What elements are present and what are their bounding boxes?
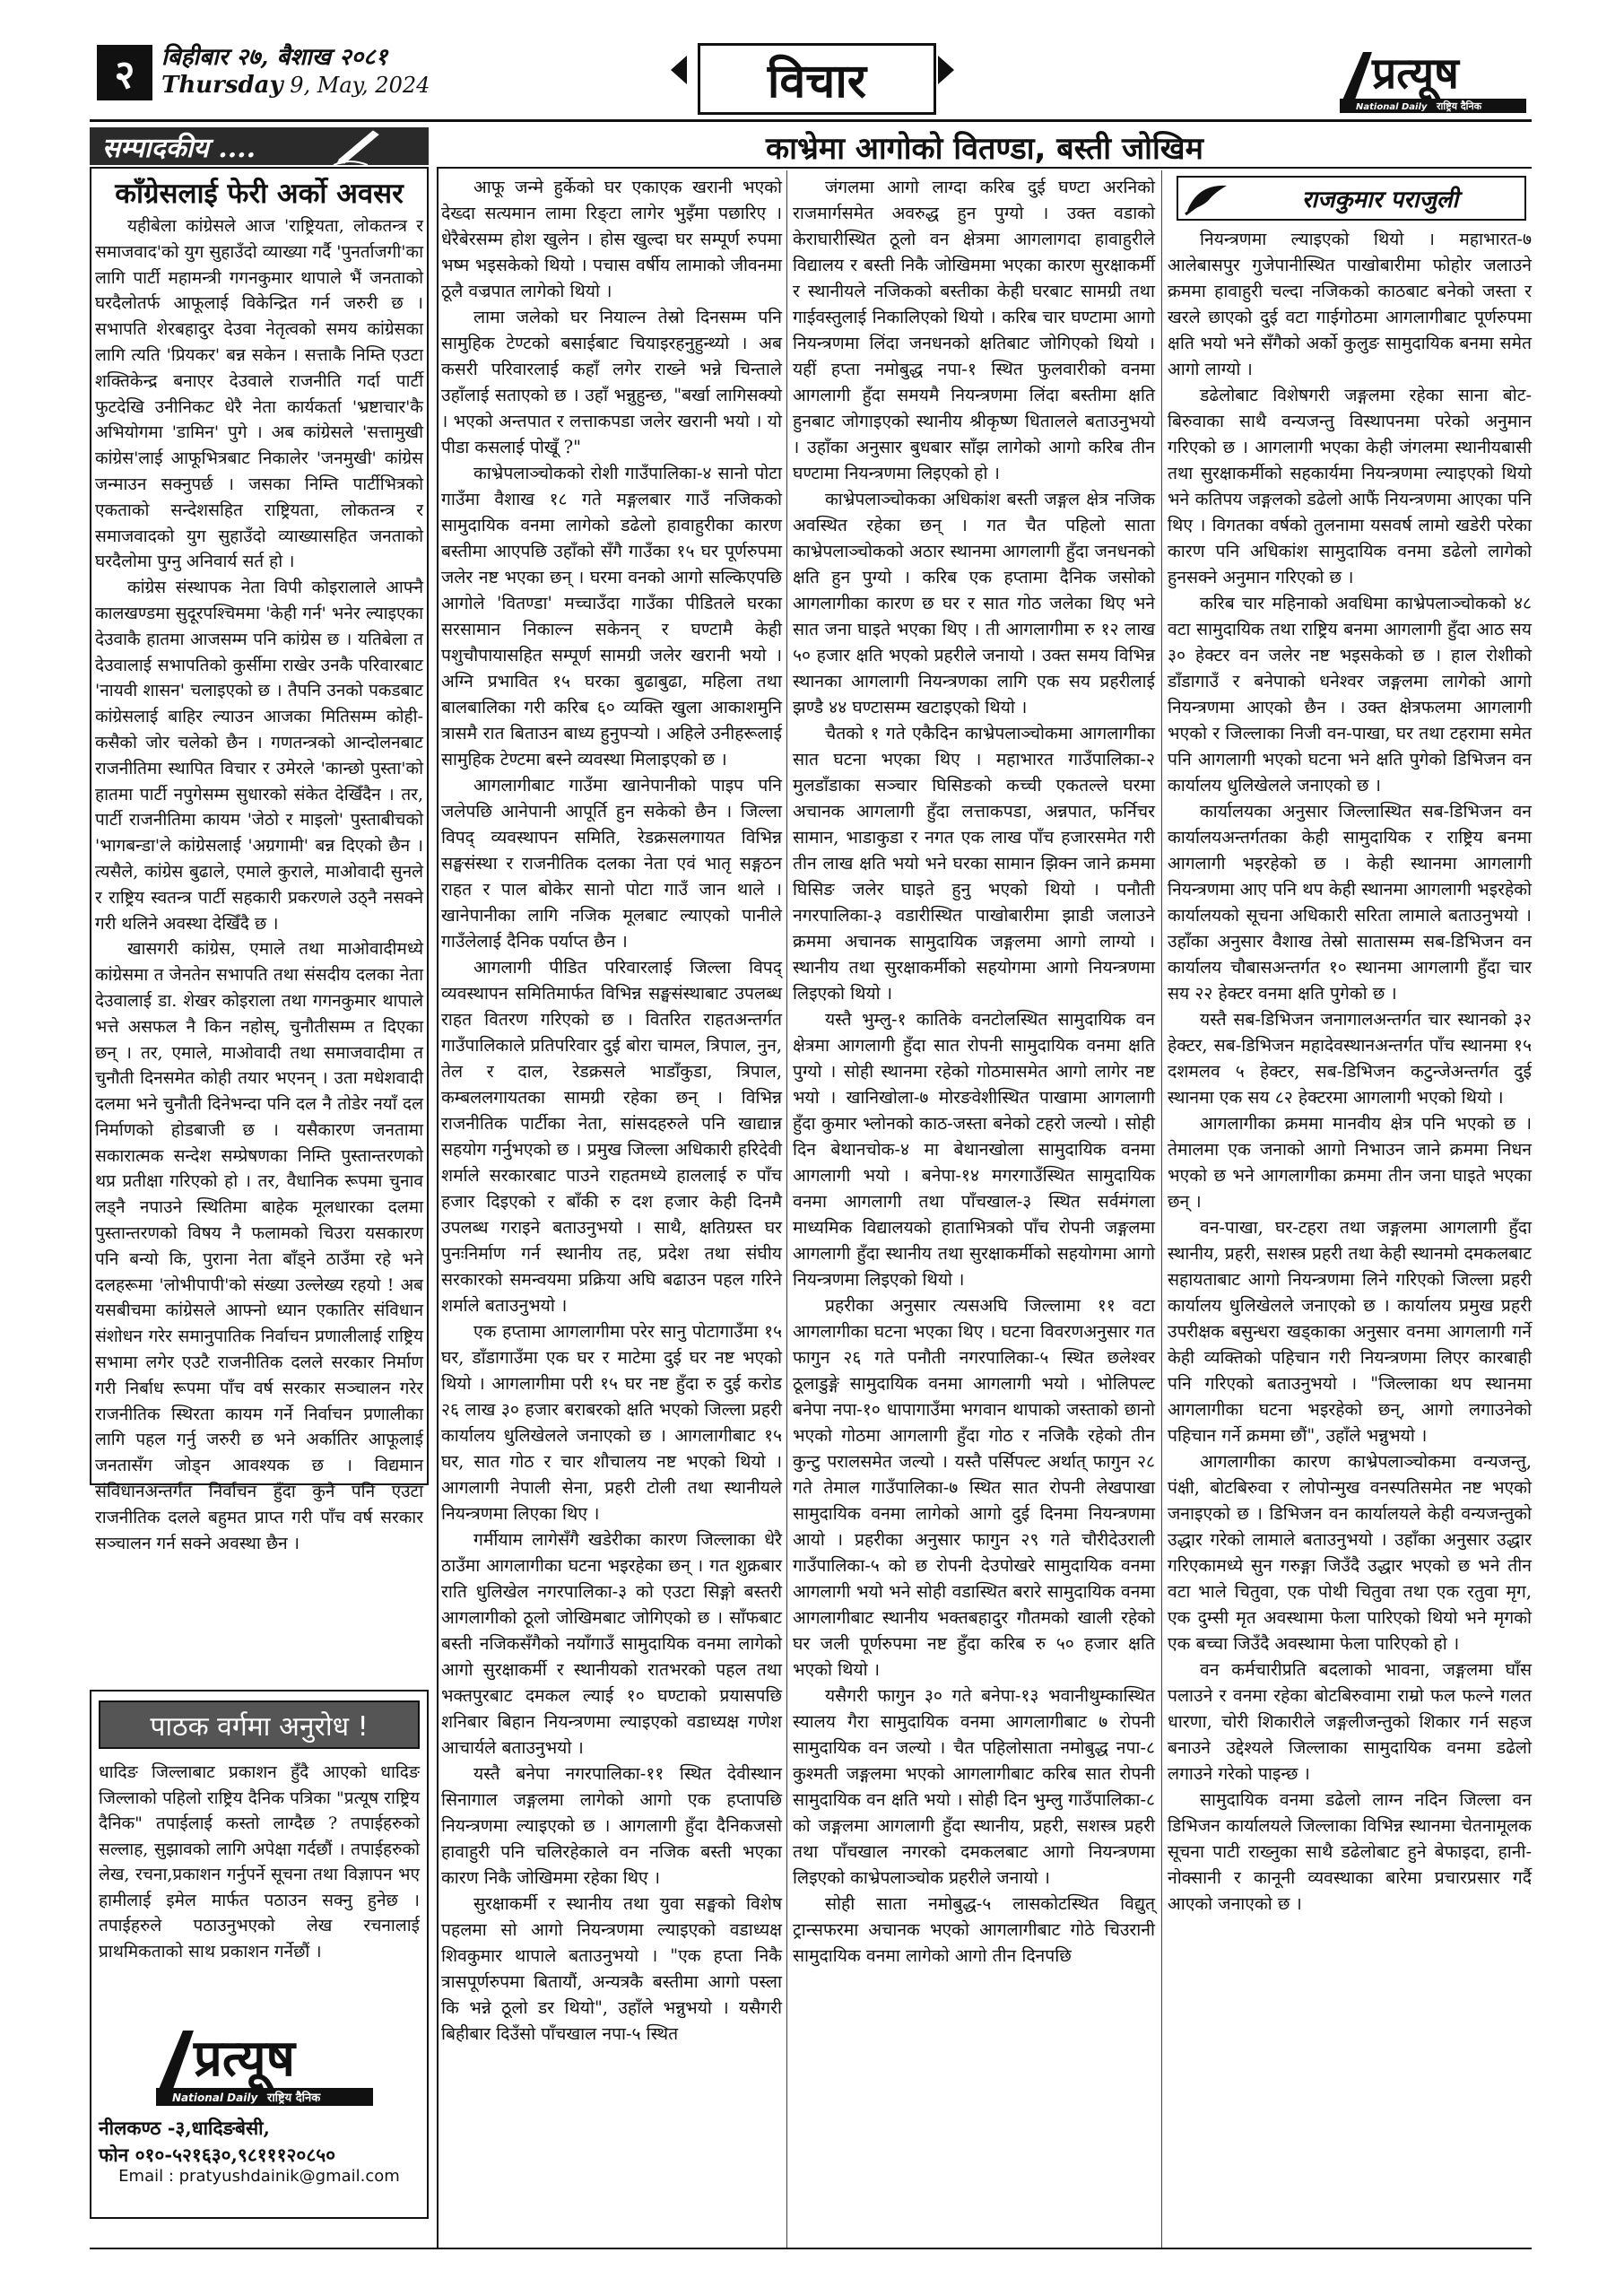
quill-icon xyxy=(1178,178,1236,219)
editorial-paragraph: खासगरी कांग्रेस, एमाले तथा माओवादीमध्ये कांग्रेसमा त जेनतेन सभापति तथा संसदीय दलका नेता देउवालाई डा. शेखर कोइराला तथा गगनकुमार थापाले भत्ते असफल नै किन नहोस्, चुनौतीसम्म त दिएका छन् । तर, एमाले, माओवादी तथा समाजवादीमा त चुनौती दिनसमेत कोही तयार भएनन् । उता मधेशवादी दलमा भने चुनौती दिनेभन्दा पनि दल नै तोडेर नयाँ दल निर्माणको होडबाजी छ । यसैकारण जनतामा सकारात्मक सन्देश सम्प्रेषणका निम्ति पुस्तान्तरणको थप्र प्रतीक्षा गरिएको हो । तर, वैधानिक रूपमा चुनाव लड्नै नपाउने स्थितिमा बाहेक मूलधारका दलमा पुस्तान्तरणको विषय नै फलामको चिउरा यसकारण पनि बन्यो कि, पुराना नेता बाँड्ने ठाउँमा रहे भने दलहरूमा 'लोभीपापी'को संख्या उल्लेख्य रहयो ! अब यसबीचमा कांग्रेसले आफ्नो ध्यान एकातिर संविधान संशोधन गरेर समानुपातिक निर्वाचन प्रणालीलाई राष्ट्रिय सभामा लगेर एउटै राजनीतिक दलले सरकार निर्माण गरी निर्बाध रूपमा पाँच वर्ष सरकार सञ्चालन गरेर राजनीतिक स्थिरता कायम गर्ने निर्वाचन प्रणालीका लागि पहल गर्नु जरुरी छ भने अर्कातिर आफूलाई जनतासँग जोड्न आवश्यक छ । विद्यमान संविधानअन्तर्गत निर्वाचन हुँदा कुनै पनि एउटा राजनीतिक दलले बहुमत प्राप्त गरी पाँच वर्ष सरकार सञ्चालन गर्न सक्ने अवस्था छैन । xyxy=(95,939,423,1553)
article-paragraph: यस्तै भुम्लु-१ कातिके वनटोलस्थित सामुदायिक वन क्षेत्रमा आगलागी हुँदा सात रोपनी सामुदायिक वनमा क्षति पुग्यो । सोही स्थानमा रहेको गोठमासमेत आगो लागेर नष्ट भयो । खानिखोला-७ मोरङवेशीस्थित पाखामा आगलागी हुँदा कुमार भ्लोनको काठ-जस्ता बनेको टहरो जल्यो । सोही दिन बेथानचोक-४ मा बेथानखोला सामुदायिक वनमा आगलागी भयो । बनेपा-१४ मगरगाउँस्थित सामुदायिक वनमा आगलागी तथा पाँचखाल-३ स्थित सर्वमंगला माध्यमिक विद्यालयको हाताभित्रको पाँच रोपनी जङ्गलमा आगलागी हुँदा स्थानीय तथा सुरक्षाकर्मीको सहयोगमा आगो नियन्त्रणमा लिइएको थियो । xyxy=(793,1009,1155,1290)
article-paragraph: आफू जन्मे हुर्केको घर एकाएक खरानी भएको देख्दा सत्यमान लामा रिङ्टा लागेर भुइँमा पछारिए । धेरैबेरसम्म होश खुलेन । होस खुल्दा घर सम्पूर्ण रुपमा भष्म भइसकेको थियो । पचास वर्षीय लामाको जीवनमा ठूलै वज्रपात लागेको थियो । xyxy=(441,177,782,301)
byline-author: राजकुमार पराजुली xyxy=(1301,187,1459,213)
section-title: विचार xyxy=(698,43,936,115)
article-paragraph: यसैगरी फागुन ३० गते बनेपा-१३ भवानीथुम्कास्थित स्यालय गैरा सामुदायिक वनमा आगलागीबाट ७ रोपनी सामुदायिक वन जल्यो । चैत पहिलोसाता नमोबुद्ध नपा-८ कुश्मती जङ्गलमा भएको आगलागीबाट करिब सात रोपनी सामुदायिक वन क्षति भयो । सोही दिन भुम्लु गाउँपालिका-८ को जङ्गलमा आगलागी हुँदा स्थानीय, प्रहरी, सशस्त्र प्रहरी तथा पाँचखाल नगरको दमकलबाट आगो नियन्त्रणमा लिइएको काभ्रेपलाञ्चोक प्रहरीले जनायो । xyxy=(793,1685,1155,1888)
article-paragraph: प्रहरीका अनुसार त्यसअघि जिल्लामा ११ वटा आगलागीका घटना भएका थिए । घटना विवरणअनुसार गत फागुन २६ गते पनौती नगरपालिका-५ स्थित छलेश्वर ठूलाडुङ्गे सामुदायिक वनमा आगलागी भयो । भोलिपल्ट बनेपा नपा-१० धापागाउँमा भगवान थापाको जस्ताको छानो भएको गोठमा आगलागी हुँदा गोठ र नजिकै रहेको तीन कुन्टु परालसमेत जल्यो । यस्तै पर्सिपल्ट अर्थात् फागुन २८ गते तेमाल गाउँपालिका-७ स्थित सात रोपनी लेखपाखा सामुदायिक वनमा लागेको आगो दुई दिनमा नियन्त्रणमा आयो । प्रहरीका अनुसार फागुन २९ गते चौरीदेउराली गाउँपालिका-५ को छ रोपनी देउपोखरे सामुदायिक वनमा आगलागी भयो भने सोही वडास्थित बरारे सामुदायिक वनमा आगलागीबाट स्थानीय भक्तबहादुर गौतमको खाली रहेको घर जली पूर्णरुपमा नष्ट हुँदा करिब रु ५० हजार क्षति भएको थियो । xyxy=(793,1295,1155,1680)
triangle-right-icon xyxy=(938,56,954,84)
article-paragraph: आगलागीका क्रममा मानवीय क्षेत्र पनि भएको छ । तेमालमा एक जनाको आगो निभाउन जाने क्रममा निधन भएको छ भने आगलागीका क्रममा तीन जना घाइते भएका छन् । xyxy=(1168,1113,1532,1212)
article-paragraph: डढेलोबाट विशेषगरी जङ्गलमा रहेका साना बोट-बिरुवाका साथै वन्यजन्तु विस्थापनमा परेको अनुमान गरिएको छ । आगलागी भएका केही जंगलमा स्थानीयबासी तथा सुरक्षाकर्मीको सहकार्यमा नियन्त्रणमा ल्याइएको थियो भने कतिपय जङ्गलको डढेलो आफैं नियन्त्रणमा आएका पनि थिए । विगतका वर्षको तुलनामा यसवर्ष लामो खडेरी परेका कारण पनि अधिकांश सामुदायिक वनमा डढेलो लागेको हुनसक्ने अनुमान गरिएको छ । xyxy=(1168,385,1532,587)
page-number: २ xyxy=(97,45,152,100)
article-column-2 xyxy=(793,174,1155,2246)
column-divider xyxy=(786,170,787,2248)
article-paragraph: सामुदायिक वनमा डढेलो लाग्न नदिन जिल्ला वन डिभिजन कार्यालयले जिल्लाका विभिन्न स्थानमा चेतनामूलक सूचना पाटी राख्नुका साथै डढेलोबाट हुने बेफाइदा, हानी-नोक्सानी र कानूनी व्यवस्थाका बारेमा प्रचारप्रसार गर्दै आएको जनाएको छ । xyxy=(1168,1789,1532,1914)
date-nepali: बिहीबार २७, बैशाख २०८१ xyxy=(161,44,388,71)
svg-text:National Daily: National Daily xyxy=(1356,102,1428,112)
article-paragraph: काभ्रेपलाञ्चोकको रोशी गाउँपालिका-४ सानो पोटा गाउँमा वैशाख १८ गते मङ्गलबार गाउँ नजिकको सामुदायिक वनमा लागेको डढेलो हावाहुरीका कारण बस्तीमा आएपछि उहाँको सँगै गाउँका १५ घर पूर्णरुपमा जलेर नष्ट भएका छन् । घरमा वनको आगो सल्किएपछि आगोले 'वितण्डा' मच्चाउँदा गाउँका पीडितले घरका सरसामान निकाल्न सकेनन् र घण्टामै केही पशुचौपायासहित सम्पूर्ण सामग्री जलेर खरानी भयो । अग्नि प्रभावित १५ घरका बुढाबुढा, महिला तथा बालबालिका गरी करिब ६० व्यक्ति खुला आकाशमुनि त्रासमै रात बिताउन बाध्य हुनुपऱ्यो । अहिले उनीहरूलाई सामुहिक टेण्टमा बस्ने व्यवस्था मिलाइएको छ । xyxy=(441,463,782,770)
svg-text:राष्ट्रिय दैनिक: राष्ट्रिय दैनिक xyxy=(267,2092,321,2105)
pen-icon xyxy=(332,126,386,167)
byline-box xyxy=(1177,176,1526,221)
article-paragraph: एक हप्तामा आगलागीमा परेर सानु पोटागाउँमा १५ घर, डाँडागाउँमा एक घर र माटेमा दुई घर नष्ट भएको थियो । आगलागीमा परी १५ घर नष्ट हुँदा रु दुई करोड २६ लाख ३० हजार बराबरको क्षति भएको जिल्ला प्रहरी कार्यालय धुलिखेलले जनाएको छ । आगलागीबाट १५ घर, सात गोठ र चार शौचालय नष्ट भएको थियो । आगलागी नेपाली सेना, प्रहरी टोली तथा स्थानीयले नियन्त्रणमा लिएका थिए । xyxy=(441,1321,782,1524)
column-divider xyxy=(1161,170,1162,2248)
svg-text:प्रत्यूष: प्रत्यूष xyxy=(1372,48,1459,99)
article-paragraph: आगलागी पीडित परिवारलाई जिल्ला विपद् व्यवस्थापन समितिमार्फत विभिन्न सङ्घसंस्थाबाट उपलब्ध राहत वितरण गरिएको छ । वितरित राहतअन्तर्गत गाउँपालिकाले प्रतिपरिवार दुई बोरा चामल, त्रिपाल, नुन, तेल र दाल, रेडक्रसले भाडाँकुडा, त्रिपाल, कम्बललगायतका सामग्री रहेका छन् । विभिन्न राजनीतिक पार्टीका नेता, सांसदहरुले पनि खाद्यान्न सहयोग गर्नुभएको छ । प्रमुख जिल्ला अधिकारी हरिदेवी शर्माले सरकारबाट पाउने राहतमध्ये हाललाई रु पाँच हजार दिइएको र बाँकी रु दश हजार केही दिनमै उपलब्ध गराइने बताउनुभयो । साथै, क्षतिग्रस्त घर पुनःनिर्माण गर्न स्थानीय तह, प्रदेश तथा संघीय सरकारको समन्वयमा प्रक्रिया अघि बढाउन पहल गरिने शर्माले बताउनुभयो । xyxy=(441,957,782,1316)
article-headline: काभ्रेमा आगोको वितण्डा, बस्ती जोखिम xyxy=(766,131,1203,167)
svg-text:National Daily: National Daily xyxy=(172,2092,258,2104)
editorial-paragraph: कांग्रेस संस्थापक नेता विपी कोइरालाले आफ्नै कालखण्डमा सुदूरपश्चिममा 'केही गर्न' भनेर ल्याइएका देउवाकै हातमा आजसम्म पनि कांग्रेस छ । यतिबेला त देउवालाई सभापतिको कुर्सीमा राखेर उनकै परिवारबाट 'नायवी शासन' चलाइएको छ । तैपनि उनको पकडबाट कांग्रेसलाई बाहिर ल्याउन आजका मितिसम्म कोही-कसैको जोर चलेको छैन । गणतन्त्रको आन्दोलनबाट राजनीतिमा स्थापित विचार र उमेरले 'कान्छो पुस्ता'को हातमा पार्टी नपुगेसम्म सुधारको संकेत देखिँदैन । तर, पार्टी राजनीतिमा कायम 'जेठो र माइलो' पुस्ताबीचको 'भागबन्डा'ले कांग्रेसलाई 'अग्रगामी' बन्न दिएको छैन । त्यसैले, कांग्रेस बुढाले, एमाले कुराले, माओवादी सुनले र राष्ट्रिय स्वतन्त्र पार्टी सहकारी प्रकरणले उठ्नै नसक्ने गरी थलिने अवस्था देखिँदै छ । xyxy=(95,578,423,934)
article-paragraph: चैतको १ गते एकैदिन काभ्रेपलाञ्चोकमा आगलागीका सात घटना भएका थिए । महाभारत गाउँपालिका-२ मुलडाँडाका सञ्चार घिसिङको कच्ची एकतल्ले घरमा अचानक आगलागी हुँदा लत्ताकपडा, अन्नपात, फर्निचर सामान, भाडाकुडा र नगत एक लाख पाँच हजारसमेत गरी तीन लाख क्षति भयो भने घरका सामान झिक्न जाने क्रममा घिसिङ जलेर घाइते हुनु भएको थियो । पनौती नगरपालिका-३ वडारीस्थित पाखोबारीमा झाडी जलाउने क्रममा अचानक सामुदायिक जङ्गलमा आगो लाग्यो । स्थानीय तथा सुरक्षाकर्मीको सहयोगमा आगो नियन्त्रणमा लिइएको थियो । xyxy=(793,723,1155,1004)
article-column-3 xyxy=(1168,226,1532,2246)
article-paragraph: सुरक्षाकर्मी र स्थानीय तथा युवा सङ्घको विशेष पहलमा सो आगो नियन्त्रणमा ल्याइएको वडाध्यक्ष शिवकुमार थापाले बताउनुभयो । "एक हप्ता निकै त्रासपूर्णरुपमा बितायौं, अन्यत्रकै बस्तीमा आगो पस्ला कि भन्ने ठूलो डर थियो", उहाँले भन्नुभयो । यसैगरी बिहीबार दिउँसो पाँचखाल नपा-५ स्थित xyxy=(441,1893,782,2044)
svg-text:प्रत्यूष: प्रत्यूष xyxy=(194,2030,295,2088)
contact-block xyxy=(99,2115,420,2169)
triangle-left-icon xyxy=(671,56,687,84)
article-paragraph: जंगलमा आगो लाग्दा करिब दुई घण्टा अरनिको राजमार्गसमेत अवरुद्ध हुन पुग्यो । उक्त वडाको केराघारीस्थित ठूलो वन क्षेत्रमा आगलागदा हावाहुरीले विद्यालय र बस्ती निकै जोखिममा भएका कारण सुरक्षाकर्मी र स्थानीयले नजिकको बस्तीका केही घरबाट सामग्री तथा गाईवस्तुलाई निकालिएको थियो । करिब चार घण्टामा आगो नियन्त्रणमा लिंदा जनधनको क्षतिबाट जोगिएको थियो । यहीं हप्ता नमोबुद्ध नपा-१ स्थित फुलवारीको वनमा आगलागी हुँदा समयमै नियन्त्रणमा लिंदा बस्तीमा क्षति हुनबाट जोगाइएको स्थानीय श्रीकृष्ण धितालले बताउनुभयो । उहाँका अनुसार बुधबार साँझ लागेको आगो करिब तीन घण्टामा नियन्त्रणमा लिइएको हो । xyxy=(793,177,1155,483)
article-paragraph: काभ्रेपलाञ्चोकका अधिकांश बस्ती जङ्गल क्षेत्र नजिक अवस्थित रहेका छन् । गत चैत पहिलो साता काभ्रेपलाञ्चोकको अठार स्थानमा आगलागी हुँदा जनधनको क्षति हुन पुग्यो । करिब एक हप्तामा दैनिक जसोको आगलागीका कारण छ घर र सात गोठ जलेका थिए भने सात जना घाइते भएका थिए । ती आगलागीमा रु १२ लाख ५० हजार क्षति भएको प्रहरीले जनायो । उक्त समय विभिन्न स्थानका आगलागी नियन्त्रणका लागि एक सय प्रहरीलाई झण्डै ४४ घण्टासम्म खटाइएको थियो । xyxy=(793,489,1155,718)
reader-notice-paragraph: धादिङ जिल्लाबाट प्रकाशन हुँदै आएको धादिङ जिल्लाको पहिलो राष्ट्रिय दैनिक पत्रिका "प्रत्यूष राष्ट्रिय दैनिक" तपाईलाई कस्तो लाग्दैछ ? तपाईहरुको सल्लाह, सुझावको लागि अपेक्षा गर्दछौं । तपाईहरुको लेख, रचना,प्रकाशन गर्नुपर्ने सूचना तथा विज्ञापन भए हामीलाई इमेल मार्फत पठाउन सक्नु हुनेछ । तपाईहरुले पठाउनुभएको लेख रचनालाई प्राथमिकताको साथ प्रकाशन गर्नेछौं । xyxy=(99,1762,420,1961)
contact-email[interactable]: Email : pratyushdainik@gmail.com xyxy=(118,2167,400,2186)
date-value: 9, May, 2024 xyxy=(290,73,430,98)
contact-phone: फोन ०१०-५२१६३०,९८१११२०८५० xyxy=(99,2144,336,2166)
editorial-title: काँग्रेसलाई फेरी अर्को अवसर xyxy=(115,178,404,210)
article-paragraph: आगलागीबाट गाउँमा खानेपानीको पाइप पनि जलेपछि आनेपानी आपूर्ति हुन सकेको छैन । जिल्ला विपद् व्यवस्थापन समिति, रेडक्रसलगायत विभिन्न सङ्घसंस्था र राजनीतिक दलका नेता एवं भातृ सङ्गठन राहत र पाल बोकेर सानो पोटा गाउँ जान थाले । खानेपानीका लागि नजिक मूलबाट ल्याएको पानीले गाउँलेलाई दैनिक पर्याप्त छैन । xyxy=(441,775,782,952)
contact-address: नीलकण्ठ -३,धादिङबेसी, xyxy=(99,2117,270,2139)
editorial-paragraph: यहीबेला कांग्रेसले आज 'राष्ट्रियता, लोकतन्त्र र समाजवाद'को युग सुहाउँदो व्याख्या गर्दै 'पुनर्ताजगी'का लागि पार्टी महामन्त्री गगनकुमार थापाले भैं जनताको घरदैलोतर्फ आफूलाई विकेन्द्रित गर्न जरुरी छ । सभापति शेरबहादुर देउवा नेतृत्वको समय कांग्रेसका लागि त्यति 'प्रियकर' बन्न सकेन । सत्ताकै निम्ति एउटा शक्तिकेन्द्र बनाएर देउवाले राजनीति गर्दा पार्टी फुटदेखि उनीनिकट धेरै नेता कार्यकर्ता 'भ्रष्टाचार'कै अभियोगमा 'डामिन' पुगे । अब कांग्रेसले 'सत्तामुखी कांग्रेस'लाई आफूभित्रबाट निकालेर 'जनमुखी' कांग्रेस जन्माउन सक्नुपर्छ । जसका निम्ति पार्टीभित्रको एकताको सन्देशसहित राष्ट्रियता, लोकतन्त्र र समाजवादको युग सुहाउँदो व्याख्यासहित जनताको घरदैलोमा पुग्नु अनिवार्य सर्त हो । xyxy=(95,216,423,572)
svg-text:राष्ट्रिय दैनिक: राष्ट्रिय दैनिक xyxy=(1437,100,1482,112)
article-paragraph: यस्तै सब-डिभिजन जनागालअन्तर्गत चार स्थानको ३२ हेक्टर, सब-डिभिजन महादेवस्थानअन्तर्गत पाँच स्थानमा १५ दशमलव ५ हेक्टर, सब-डिभिजन कटुन्जेअन्तर्गत दुई स्थानमा एक सय ८२ हेक्टरमा आगलागी भएको थियो । xyxy=(1168,1009,1532,1108)
date-english xyxy=(161,72,430,99)
headline-rule xyxy=(438,167,1532,169)
masthead-logo xyxy=(1336,39,1530,117)
article-paragraph: आगलागीका कारण काभ्रेपलाञ्चोकमा वन्यजन्तु, पंक्षी, बोटबिरुवा र लोपोन्मुख वनस्पतिसमेत नष्ट भएको जनाइएको छ । डिभिजन वन कार्यालयले केही वन्यजन्तुको उद्धार गरेको लामाले बताउनुभयो । उहाँका अनुसार उद्धार गरिएकामध्ये सुन गरुङ्गा जिउँदै उद्धार भएको छ भने तीन वटा भाले चितुवा, एक पोथी चितुवा तथा एक रतुवा मृग, एक दुम्सी मृत अवस्थामा फेला पारिएको थियो भने मृगको एक बच्चा जिउँदै अवस्थामा फेला पारिएको हो । xyxy=(1168,1451,1532,1654)
date-day: Thursday xyxy=(161,72,283,99)
article-paragraph: वन-पाखा, घर-टहरा तथा जङ्गलमा आगलागी हुँदा स्थानीय, प्रहरी, सशस्त्र प्रहरी तथा केही स्थानमो दमकलबाट सहायताबाट आगो नियन्त्रणमा लिने गरिएको जिल्ला प्रहरी कार्यालय धुलिखेलले जनाएको छ । कार्यालय प्रमुख प्रहरी उपरीक्षक बसुन्धरा खड्काका अनुसार वनमा आगलागी गर्ने केही व्यक्तिको पहिचान गरी नियन्त्रणमा लिएर कारबाही पनि गरिएको बताउनुभयो । "जिल्लाका थप स्थानमा आगलागीका घटना भइरहेको छन्, आगो लगाउनेको पहिचान गर्ने क्रममा छौं", उहाँले भन्नुभयो । xyxy=(1168,1217,1532,1446)
footer-logo xyxy=(152,2016,377,2109)
article-column-1 xyxy=(441,174,782,2246)
article-paragraph: यस्तै बनेपा नगरपालिका-११ स्थित देवीस्थान सिनागाल जङ्गलमा लागेको आगो एक हप्तापछि नियन्त्रणमा ल्याइएको छ । आगलागी हुँदा दैनिकजसो हावाहुरी पनि चलिरहेकाले वन नजिक बस्ती भएका कारण निकै जोखिममा रहेका थिए । xyxy=(441,1763,782,1888)
footer-rule xyxy=(90,2248,1532,2249)
article-paragraph: सोही साता नमोबुद्ध-५ लासकोटस्थित विद्युत् ट्रान्सफरमा अचानक भएको आगलागीबाट गोठे चिउरानी सामुदायिक वनमा लागेको आगो तीन दिनपछि xyxy=(793,1893,1155,1966)
editorial-body xyxy=(95,213,423,1553)
header-rule xyxy=(90,119,1532,122)
article-paragraph: नियन्त्रणमा ल्याइएको थियो । महाभारत-७ आलेबासपुर गुजेपानीस्थित पाखोबारीमा फोहोर जलाउने क्रममा हावाहुरी चल्दा नजिकको काठबाट बनेको जस्ता र खरले छाएको दुई वटा गाईगोठमा आगलागीबाट पूर्णरुपमा क्षति भयो भने सँगैको अर्को कुलुङ सामुदायिक बनमा समेत आगो लाग्यो । xyxy=(1168,229,1532,379)
editorial-tag: सम्पादकीय .... xyxy=(90,127,429,165)
article-paragraph: कार्यालयका अनुसार जिल्लास्थित सब-डिभिजन वन कार्यालयअन्तर्गतका केही सामुदायिक र राष्ट्रिय बनमा आगलागी भइरहेको छ । केही स्थानमा आगलागी नियन्त्रणमा आए पनि थप केही स्थानमा आगलागी भइरहेको कार्यालयको सूचना अधिकारी सरिता लामाले बताउनुभयो । उहाँका अनुसार वैशाख तेस्रो सातासम्म सब-डिभिजन वन कार्यालय चौबासअन्तर्गत १० स्थानमा आगलागी हुँदा चार सय २२ हेक्टर वनमा क्षति पुगेको छ । xyxy=(1168,801,1532,1004)
article-paragraph: लामा जलेको घर नियाल्न तेस्रो दिनसम्म पनि सामुहिक टेण्टको बसाईबाट चियाइरहनुहुन्थ्यो । अब कसरी परिवारलाई कहाँ लगेर राख्ने भन्ने चिन्ताले उहाँलाई सताएको छ । उहाँ भन्नुहुन्छ, "बर्खा लागिसक्यो । भएको अन्तपात र लत्ताकपडा जलेर खरानी भयो । यो पीडा कसलाई पोखूँ ?" xyxy=(441,307,782,457)
article-paragraph: करिब चार महिनाको अवधिमा काभ्रेपलाञ्चोकको ४८ वटा सामुदायिक तथा राष्ट्रिय बनमा आगलागी हुँदा आठ सय ३० हेक्टर वन जलेर नष्ट भइसकेको छ । हाल रोशीको डाँडागाउँ र बनेपाको धनेश्वर जङ्गलमा लागेको आगो नियन्त्रणमा आएको छैन । उक्त क्षेत्रफलमा आगलागी भएको र जिल्लाका निजी वन-पाखा, घर तथा टहरामा समेत पनि आगलागी भएको घटना भने क्षति पुगेको डिभिजन वन कार्यालय धुलिखेलले जनाएको छ । xyxy=(1168,593,1532,796)
reader-notice-title: पाठक वर्गमा अनुरोध ! xyxy=(99,1700,420,1749)
column-divider xyxy=(437,167,439,2248)
reader-notice-body xyxy=(99,1760,420,2002)
article-paragraph: वन कर्मचारीप्रति बदलाको भावना, जङ्गलमा घाँस पलाउने र वनमा रहेका बोटबिरुवामा राम्रो फल फल्ने गलत धारणा, चोरी शिकारीले जङ्गलीजन्तुको शिकार गर्न सहज बनाउने उद्देश्यले जिल्लाका सामुदायिक वनमा डढेलो लगाउने गरेको पाइन्छ । xyxy=(1168,1659,1532,1784)
article-paragraph: गर्मीयाम लागेसँगै खडेरीका कारण जिल्लाका धेरै ठाउँमा आगलागीका घटना भइरहेका छन् । गत शुक्रबार राति धुलिखेल नगरपालिका-३ को एउटा सिङ्गो बस्तरी आगलागीको ठूलो जोखिमबाट जोगिएको छ । साँफबाट बस्ती नजिकसँगैको नयाँगाउँ सामुदायिक वनमा लागेको आगो सुरक्षाकर्मी र स्थानीयको रातभरको पहल तथा भक्तपुरबाट दमकल ल्याई १० घण्टाको प्रयासपछि शनिबार बिहान नियन्त्रणमा ल्याइएको वडाध्यक्ष गणेश आचार्यले बताउनुभयो । xyxy=(441,1529,782,1758)
